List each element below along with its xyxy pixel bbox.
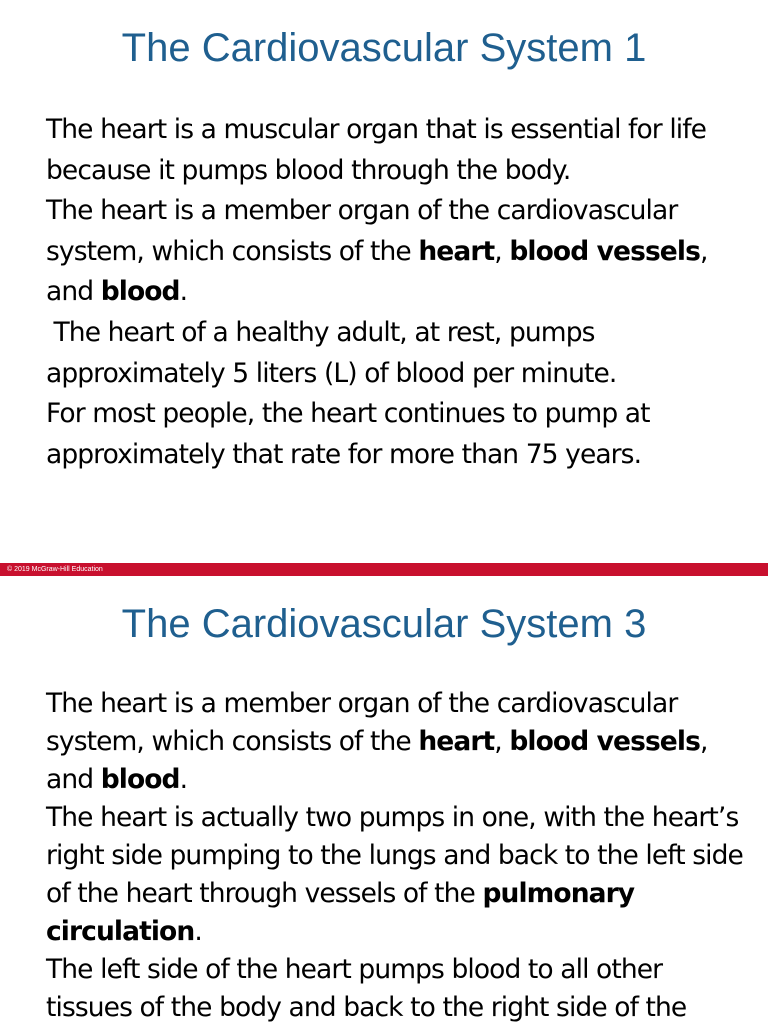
text-segment: . (194, 916, 202, 947)
text-segment: The heart is a muscular organ that is essential for life because it pumps blood through the body. (46, 114, 707, 186)
bold-term: blood (100, 764, 180, 795)
text-segment: , and (46, 726, 708, 795)
bold-term: pulmonary circulation (46, 878, 635, 947)
slide-body (46, 110, 746, 475)
text-segment: , (494, 235, 510, 267)
body-paragraph (46, 685, 746, 799)
bold-term: blood (100, 276, 180, 308)
text-segment: . (179, 276, 188, 308)
slide-title: The Cardiovascular System 1 (121, 26, 647, 70)
text-segment: For most people, the heart continues to pump at approximately that rate for more than 75 years. (46, 398, 650, 470)
slide-body (46, 685, 746, 1024)
copyright-notice: © 2019 McGraw-Hill Education (7, 566, 103, 573)
bold-term: blood vessels (509, 235, 700, 267)
body-paragraph (46, 313, 746, 394)
text-segment: The heart of a healthy adult, at rest, pumps approximately 5 liters (L) of blood per minute. (46, 316, 617, 389)
bold-term: heart (418, 235, 495, 267)
text-segment: The heart is actually two pumps in one, with the heart’s right side pumping to the lungs and back to the left side of the heart through vessels of the (46, 802, 743, 909)
body-paragraph (46, 394, 746, 475)
text-segment: , and (46, 235, 708, 308)
slide-title: The Cardiovascular System 3 (121, 602, 647, 646)
text-segment: The heart is a member organ of the cardiovascular system, which consists of the (46, 195, 678, 267)
body-paragraph (46, 951, 746, 1024)
body-paragraph (46, 191, 746, 313)
text-segment: The left side of the heart pumps blood to all other tissues of the body and back to the right side of the (46, 954, 687, 1023)
text-segment: . (179, 764, 188, 795)
body-paragraph (46, 110, 746, 191)
text-segment: The heart is a member organ of the cardiovascular system, which consists of the (46, 688, 678, 757)
slide-2 (0, 576, 768, 1024)
text-segment: , (494, 726, 510, 757)
footer-bar (0, 563, 768, 576)
bold-term: heart (418, 726, 495, 757)
body-paragraph (46, 799, 746, 951)
bold-term: blood vessels (509, 726, 700, 757)
